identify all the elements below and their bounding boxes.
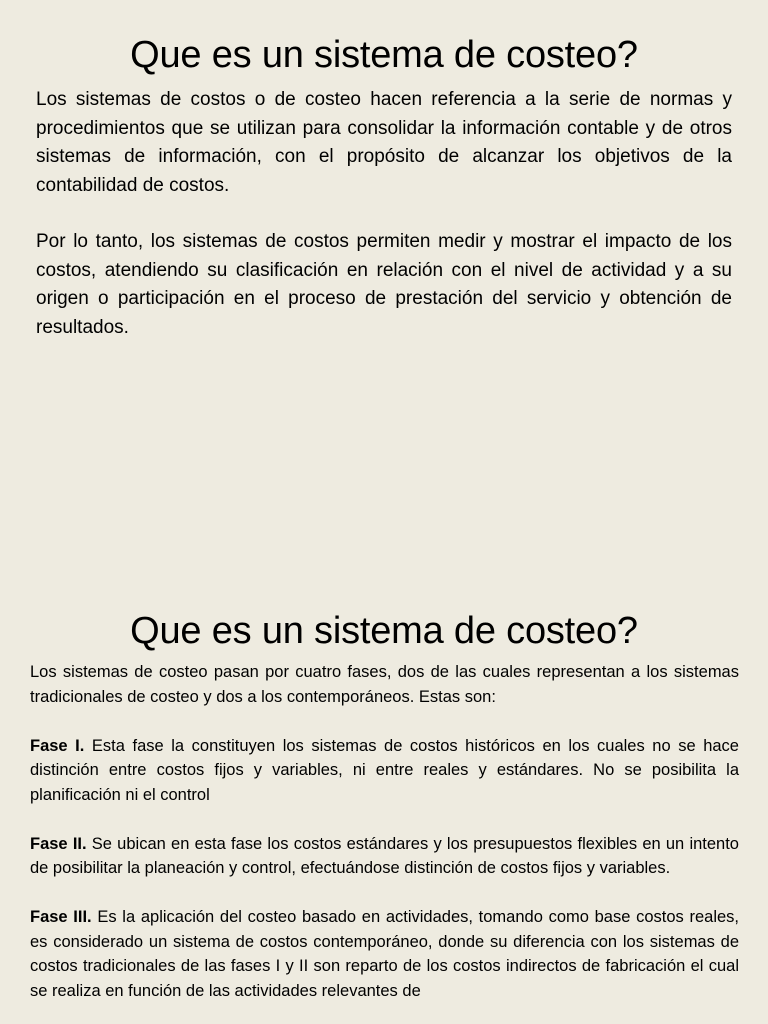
- phase-1-text: Esta fase la constituyen los sistemas de costos históricos en los cuales no se hace distinción entre costos fijos y variables, ni entre reales y estándares. No se posibilita la planificación ni el control: [30, 736, 739, 804]
- phase-3-label: Fase III.: [30, 908, 92, 926]
- phase-1-label: Fase I.: [30, 736, 85, 755]
- slide-2: [0, 582, 768, 1024]
- phase-1-paragraph: [0, 734, 768, 808]
- slide-1-paragraph-1: Los sistemas de costos o de costeo hacen referencia a la serie de normas y procedimientos que se utilizan para consolidar la información contable y de otros sistemas de información, con el propósito de alcanzar los objetivos de la contabilidad de costos.: [36, 89, 732, 196]
- slide-1-title: Que es un sistema de costeo?: [130, 34, 638, 76]
- phase-3-paragraph: [0, 905, 768, 1003]
- phase-2-text: Se ubican en esta fase los costos estándares y los presupuestos flexibles en un intento de posibilitar la planeación y control, efectuándose distinción de costos fijos y variables.: [30, 834, 739, 877]
- slide-2-intro: Los sistemas de costeo pasan por cuatro fases, dos de las cuales representan a los sistemas tradicionales de costeo y dos a los contemporáneos. Estas son:: [30, 663, 739, 706]
- phase-2-paragraph: [0, 832, 768, 881]
- phase-2-label: Fase II.: [30, 834, 87, 853]
- slide-2-title: Que es un sistema de costeo?: [130, 610, 638, 652]
- slide-1-paragraph-2: Por lo tanto, los sistemas de costos permiten medir y mostrar el impacto de los costos, atendiendo su clasificación en relación con el nivel de actividad y a su origen o participación en el proceso de prestación del servicio y obtención de resultados.: [36, 231, 732, 338]
- phase-3-text: Es la aplicación del costeo basado en actividades, tomando como base costos reales, es considerado un sistema de costos contemporáneo, donde su diferencia con los sistemas de costos tradicionales de las fases I y II son reparto de los costos indirectos de fabricación el cual se realiza en función de las actividades relevantes de: [30, 908, 740, 1000]
